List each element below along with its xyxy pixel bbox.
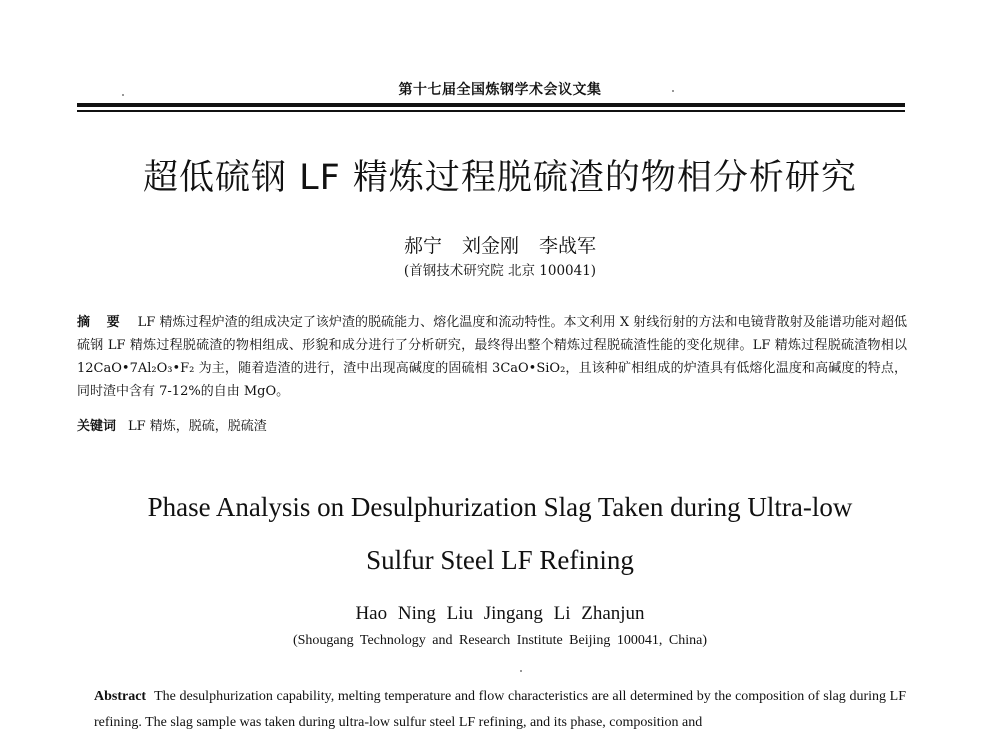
running-head: 第十七届全国炼钢学术会议文集 xyxy=(398,82,602,98)
english-authors: Hao Ning Liu Jingang Li Zhanjun xyxy=(355,603,645,624)
chinese-keywords xyxy=(77,416,907,438)
english-affiliation: (Shougang Technology and Research Institute Beijing 100041, China) xyxy=(292,633,708,648)
chinese-keywords-text: LF 精炼，脱硫，脱硫渣 xyxy=(128,419,267,434)
chinese-abstract-text: LF 精炼过程炉渣的组成决定了该炉渣的脱硫能力、熔化温度和流动特性。本文利用 X 射线衍射的方法和电镜背散射及能谱功能对超低硫钢 LF 精炼过程脱硫渣的物相组成、形貌和成分进行了分析研究，最终得出整个精炼过程脱硫渣性能的变化规律。LF 精炼过程脱硫渣物相以 12CaO•7Al₂O₃•F₂ 为主，随着造渣的进行，渣中出现高碱度的固硫相 3CaO•SiO₂，且该种矿相组成的炉渣具有低熔化温度和高碱度的特点，同时渣中含有 7-12%的自由 MgO。 xyxy=(77,315,907,399)
english-title-line-2: Sulfur Steel LF Refining xyxy=(366,545,634,575)
chinese-affiliation: (首钢技术研究院 北京 100041) xyxy=(403,263,597,279)
english-abstract-text: The desulphurization capability, melting temperature and flow characteristics are all determined by the composition of slag during LF refining. The slag sample was taken during ultra-low sulfur steel LF refining, and its phase, composition and xyxy=(94,689,906,730)
header-rule-thin xyxy=(77,110,905,112)
scan-speck xyxy=(122,94,124,96)
chinese-keywords-label: 关键词 xyxy=(77,419,117,434)
header-rule-thick xyxy=(77,103,905,107)
english-abstract-label: Abstract xyxy=(94,689,147,704)
chinese-authors: 郝宁 刘金刚 李战军 xyxy=(403,235,597,257)
english-abstract xyxy=(94,684,906,736)
english-title-line-1: Phase Analysis on Desulphurization Slag Taken during Ultra-low xyxy=(147,492,853,522)
chinese-abstract xyxy=(77,311,907,403)
chinese-abstract-label: 摘 要 xyxy=(77,315,126,330)
scan-speck xyxy=(672,90,674,92)
scan-speck xyxy=(520,670,522,672)
chinese-title: 超低硫钢 LF 精炼过程脱硫渣的物相分析研究 xyxy=(143,158,857,198)
